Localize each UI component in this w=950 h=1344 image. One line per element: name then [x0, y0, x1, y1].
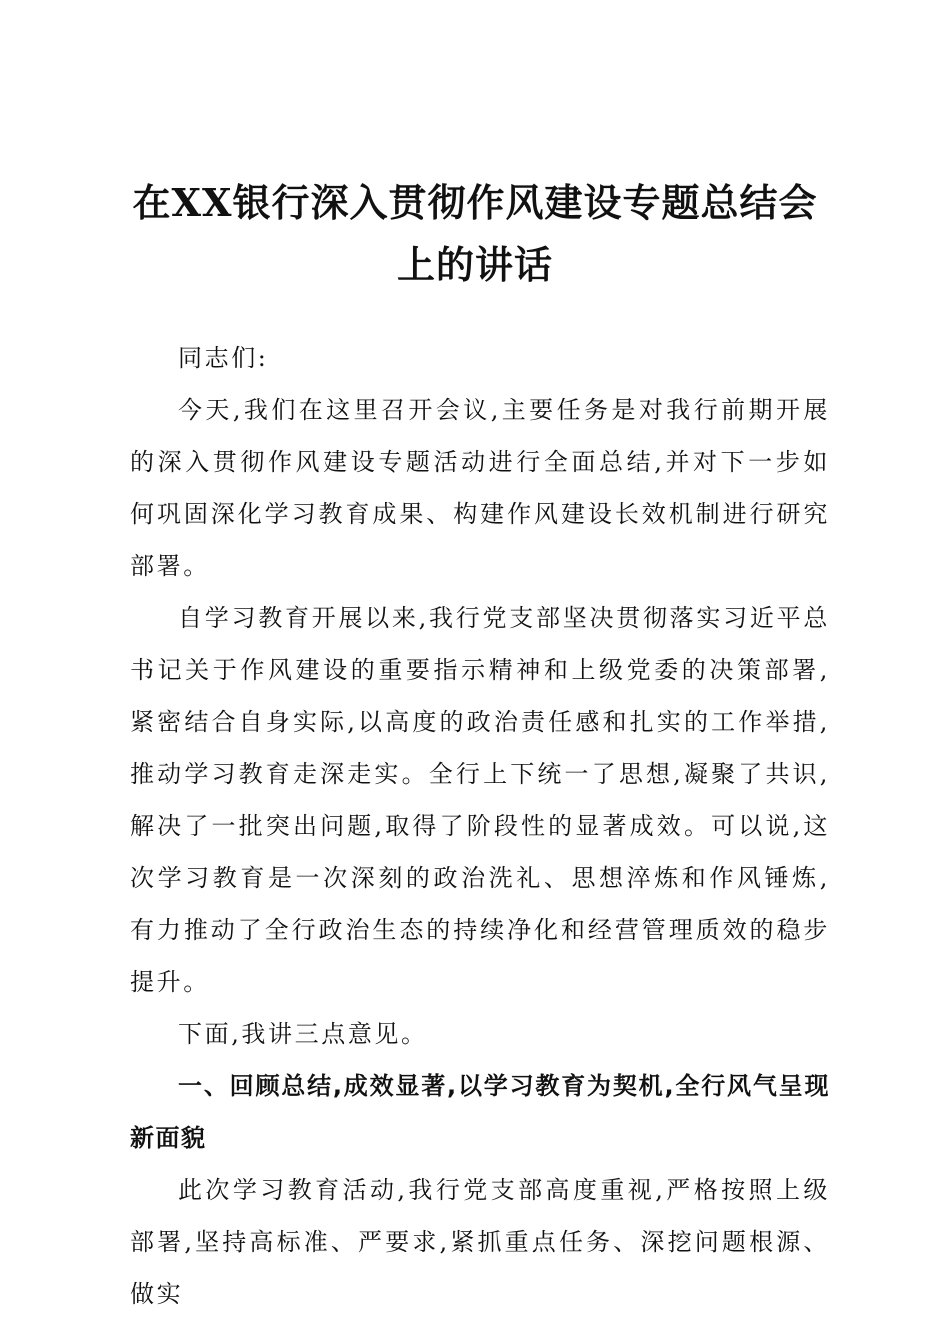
paragraph-section-1: 此次学习教育活动,我行党支部高度重视,严格按照上级部署,坚持高标准、严要求,紧抓重点任务、深挖问题根源、做实	[130, 1176, 830, 1308]
paragraph-opening: 今天,我们在这里召开会议,主要任务是对我行前期开展的深入贯彻作风建设专题活动进行全面总结,并对下一步如何巩固深化学习教育成果、构建作风建设长效机制进行研究部署。	[130, 396, 830, 580]
document-title: 在XX银行深入贯彻作风建设专题总结会上的讲话	[132, 180, 818, 287]
section-heading-1: 一、回顾总结,成效显著,以学习教育为契机,全行风气呈现新面貌	[130, 1072, 830, 1152]
paragraph-achievements: 自学习教育开展以来,我行党支部坚决贯彻落实习近平总书记关于作风建设的重要指示精神和上级党委的决策部署,紧密结合自身实际,以高度的政治责任感和扎实的工作举措,推动学习教育走深走实。全行上下统一了思想,凝聚了共识,解决了一批突出问题,取得了阶段性的显著成效。可以说,这次学习教育是一次深刻的政治洗礼、思想淬炼和作风锤炼,有力推动了全行政治生态的持续净化和经营管理质效的稳步提升。	[130, 604, 830, 996]
paragraph-three-points: 下面,我讲三点意见。	[178, 1020, 428, 1048]
document-body	[130, 332, 830, 1320]
salutation: 同志们:	[178, 344, 269, 372]
